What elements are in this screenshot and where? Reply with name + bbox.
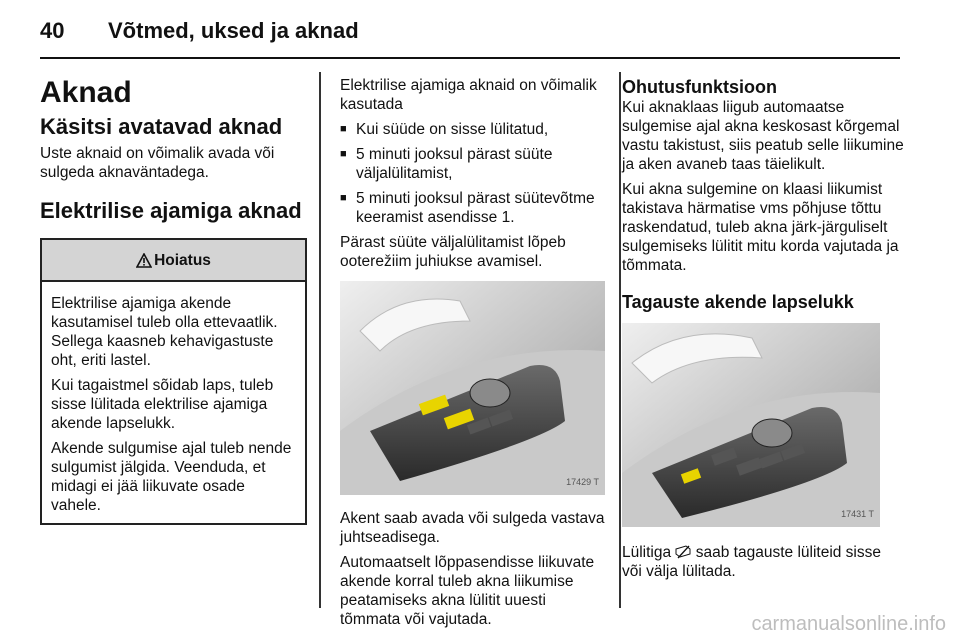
electric-windows-title: Elektrilise ajamiga aknad: [40, 198, 302, 223]
child-lock-text-pre: Lülitiga: [622, 544, 672, 561]
warning-body: [42, 282, 305, 523]
column-divider-left: [319, 72, 321, 608]
standby-text: Pärast süüte väljalülitamist lõpeb ooterežiim juhiukse avamisel.: [340, 234, 566, 270]
page-number: 40: [40, 18, 65, 43]
safety-text-2: Kui akna sulgemine on klaasi liikumist takistava härmatise vms põhjuse tõttu raskendatud, tuleb akna järk-järguliselt sulgemiseks lülitit mitu korda vajutada ja tõmmata.: [622, 181, 899, 274]
usage-intro: Elektrilise ajamiga aknaid on võimalik kasutada: [340, 77, 597, 113]
image-number: 17429 T: [566, 477, 599, 487]
window-switch-illustration: [340, 281, 605, 495]
list-item: ■ 5 minuti jooksul pärast süütevõtme keeramist asendisse 1.: [340, 189, 605, 227]
right-column: [622, 76, 904, 581]
warning-header: [42, 240, 305, 282]
child-lock-illustration: [622, 323, 880, 527]
watermark: carmanualsonline.info: [751, 613, 946, 635]
warning-paragraph: Kui tagaistmel sõidab laps, tuleb sisse lülitada elektrilise ajamiga akende lapselukk.: [51, 377, 274, 432]
window-switch-photo: [340, 281, 605, 495]
child-lock-icon: [675, 545, 691, 559]
warning-heading: Hoiatus: [154, 251, 211, 269]
warning-paragraph: Akende sulgumise ajal tuleb nende sulgumist jälgida. Veenduda, et midagi ei jää liikuvate osade vahele.: [51, 440, 292, 514]
section-title: Aknad: [40, 76, 132, 109]
manual-windows-text: Uste aknaid on võimalik avada või sulgeda aknaväntadega.: [40, 145, 275, 181]
child-lock-text-post: saab tagauste lüliteid sisse või välja lülitada.: [622, 544, 882, 580]
open-close-text: Akent saab avada või sulgeda vastava juhtseadisega.: [340, 510, 605, 546]
safety-title: Ohutusfunktsioon: [622, 77, 777, 97]
column-divider-right: [619, 72, 621, 608]
child-lock-text: [622, 543, 904, 581]
left-column: [40, 76, 306, 525]
usage-list: [340, 120, 605, 227]
list-item: ■ Kui süüde on sisse lülitatud,: [340, 120, 605, 139]
image-number: 17431 T: [841, 509, 874, 519]
page-header-title: Võtmed, uksed ja aknad: [108, 18, 359, 43]
middle-column: [340, 76, 605, 629]
warning-paragraph: Elektrilise ajamiga akende kasutamisel tuleb olla ettevaatlik. Sellega kaasneb kehavigastuste oht, eriti lastel.: [51, 295, 278, 369]
warning-box: [40, 238, 307, 525]
child-lock-photo: [622, 323, 880, 527]
warning-triangle-icon: [136, 253, 152, 268]
header-rule: [40, 57, 900, 59]
child-lock-title: Tagauste akende lapselukk: [622, 292, 854, 312]
list-item: ■ 5 minuti jooksul pärast süüte väljalülitamist,: [340, 145, 605, 183]
manual-windows-title: Käsitsi avatavad aknad: [40, 114, 283, 139]
auto-window-text: Automaatselt lõppasendisse liikuvate akende korral tuleb akna liikumise peatamiseks akna lülitit uuesti tõmmata või vajutada.: [340, 554, 595, 628]
safety-text: Kui aknaklaas liigub automaatse sulgemise ajal akna keskosast kõrgemal vastu takistust, siis peatub selle liikumine ja aken avaneb taas täielikult.: [622, 99, 904, 173]
